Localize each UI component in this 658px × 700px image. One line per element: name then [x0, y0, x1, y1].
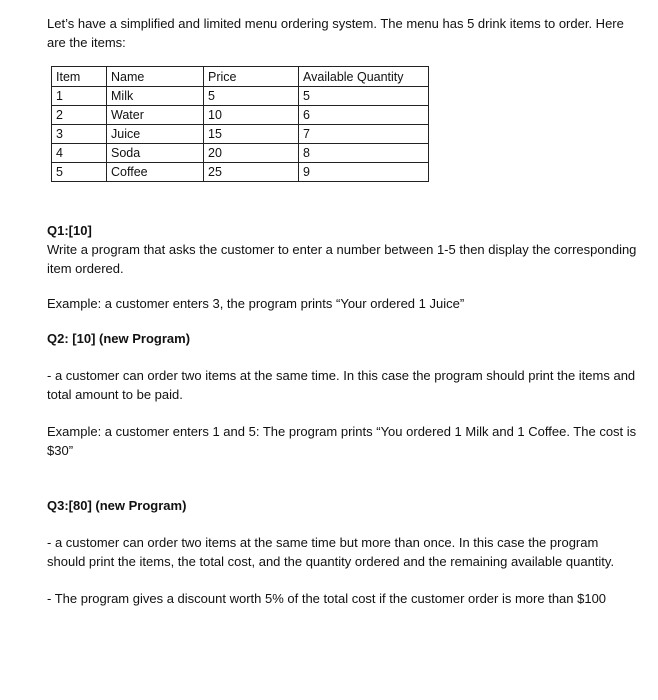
q2-example: Example: a customer enters 1 and 5: The program prints “You ordered 1 Milk and 1 Coffee. The cost is $30” — [47, 424, 637, 458]
table-row — [52, 87, 429, 106]
table-row — [52, 144, 429, 163]
cell-price: 5 — [204, 87, 299, 106]
cell-price: 15 — [204, 125, 299, 144]
menu-table — [51, 66, 429, 182]
header-name: Name — [107, 67, 204, 87]
q1-heading: Q1:[10] — [47, 223, 92, 238]
document-page — [47, 14, 637, 608]
table-row — [52, 125, 429, 144]
cell-price: 20 — [204, 144, 299, 163]
header-price: Price — [204, 67, 299, 87]
cell-name: Water — [107, 106, 204, 125]
q2-text: - a customer can order two items at the same time. In this case the program should print the items and total amount to be paid. — [47, 368, 636, 402]
q3-heading: Q3:[80] (new Program) — [47, 498, 187, 513]
q3-discount: - The program gives a discount worth 5% of the total cost if the customer order is more than $100 — [47, 591, 607, 606]
intro-paragraph: Let’s have a simplified and limited menu ordering system. The menu has 5 drink items to order. Here are the items: — [47, 16, 624, 50]
q1-example: Example: a customer enters 3, the program prints “Your ordered 1 Juice” — [47, 296, 465, 311]
cell-item: 1 — [52, 87, 107, 106]
cell-item: 5 — [52, 163, 107, 182]
q1-text: Write a program that asks the customer to enter a number between 1-5 then display the corresponding item ordered. — [47, 242, 637, 276]
cell-name: Milk — [107, 87, 204, 106]
cell-price: 25 — [204, 163, 299, 182]
table-row — [52, 106, 429, 125]
cell-name: Coffee — [107, 163, 204, 182]
q3-text: - a customer can order two items at the same time but more than once. In this case the program should print the items, the total cost, and the quantity ordered and the remaining available quantity. — [47, 535, 615, 569]
table-header-row — [52, 67, 429, 87]
header-item: Item — [52, 67, 107, 87]
q2-heading: Q2: [10] (new Program) — [47, 331, 191, 346]
cell-quantity: 6 — [299, 106, 429, 125]
cell-price: 10 — [204, 106, 299, 125]
cell-quantity: 7 — [299, 125, 429, 144]
cell-item: 3 — [52, 125, 107, 144]
cell-quantity: 5 — [299, 87, 429, 106]
cell-item: 2 — [52, 106, 107, 125]
cell-quantity: 9 — [299, 163, 429, 182]
cell-item: 4 — [52, 144, 107, 163]
cell-quantity: 8 — [299, 144, 429, 163]
cell-name: Soda — [107, 144, 204, 163]
cell-name: Juice — [107, 125, 204, 144]
table-row — [52, 163, 429, 182]
header-available-quantity: Available Quantity — [299, 67, 429, 87]
